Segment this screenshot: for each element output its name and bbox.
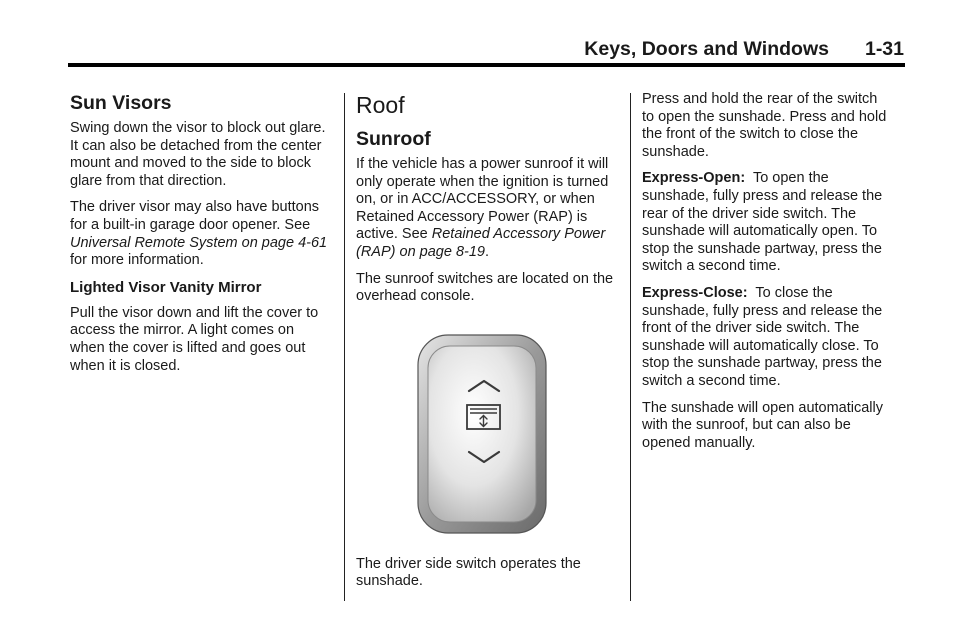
paragraph-text: To open the sunshade, fully press and release the rear of the driver side switch. The sunshade will automatically open. To stop the sunshade partway, press the switch a second time.: [642, 170, 887, 275]
sunshade-switch-figure: [356, 334, 620, 546]
express-open-term: Express-Open:: [642, 170, 746, 187]
column-divider-1: [344, 93, 345, 601]
column-1: [70, 92, 332, 384]
universal-remote-reference-link[interactable]: Universal Remote System on page 4-61: [70, 234, 328, 251]
paragraph-text: .: [484, 243, 489, 260]
express-close-paragraph: [642, 285, 892, 391]
column-2: [356, 92, 620, 600]
sun-visors-paragraph-2: [70, 199, 332, 269]
column-divider-2: [630, 93, 631, 601]
express-close-term: Express-Close:: [642, 284, 748, 301]
running-header: [584, 38, 904, 61]
sunroof-paragraph-1: [356, 156, 620, 262]
express-open-paragraph: [642, 170, 892, 276]
sun-visors-paragraph-1: Swing down the visor to block out glare. It can also be detached from the center mount and moved to the side to block glare from that direction.: [70, 120, 326, 189]
page-number: 1-31: [864, 38, 904, 60]
rap-reference-link[interactable]: Retained Accessory Power (RAP) on page 8-19: [356, 226, 606, 260]
sunshade-paragraph-4: The sunshade will open automatically with the sunroof, but can also be opened manually.: [642, 399, 883, 451]
sunroof-paragraph-2: The sunroof switches are located on the overhead console.: [356, 270, 614, 305]
paragraph-text: for more information.: [70, 252, 204, 269]
sunroof-heading: Sunroof: [356, 128, 431, 150]
vanity-mirror-paragraph: Pull the visor down and lift the cover to access the mirror. A light comes on when the cover is lifted and goes out when it is closed.: [70, 304, 319, 374]
paragraph-text: The driver visor may also have buttons for a built-in garage door opener. See: [70, 199, 320, 233]
sun-visors-heading: Sun Visors: [70, 92, 172, 114]
figure-caption: The driver side switch operates the sunshade.: [356, 555, 581, 590]
column-3: [642, 91, 892, 461]
vanity-mirror-heading: Lighted Visor Vanity Mirror: [70, 278, 262, 296]
header-section-title: Keys, Doors and Windows: [584, 38, 829, 60]
roof-heading: Roof: [356, 92, 405, 118]
sunshade-switch-icon: [356, 334, 620, 546]
paragraph-text: To close the sunshade, fully press and release the front of the driver side switch. The sunshade will automatically close. To stop the sunshade partway, press the switch a second time.: [642, 284, 887, 389]
sunshade-paragraph-1: Press and hold the rear of the switch to open the sunshade. Press and hold the front of the switch to close the sunshade.: [642, 91, 887, 160]
header-rule: [68, 63, 905, 67]
paragraph-text: If the vehicle has a power sunroof it will only operate when the ignition is turned on, or in ACC/ACCESSORY, or when Retained Accessory Power (RAP) is active. See: [356, 156, 609, 243]
